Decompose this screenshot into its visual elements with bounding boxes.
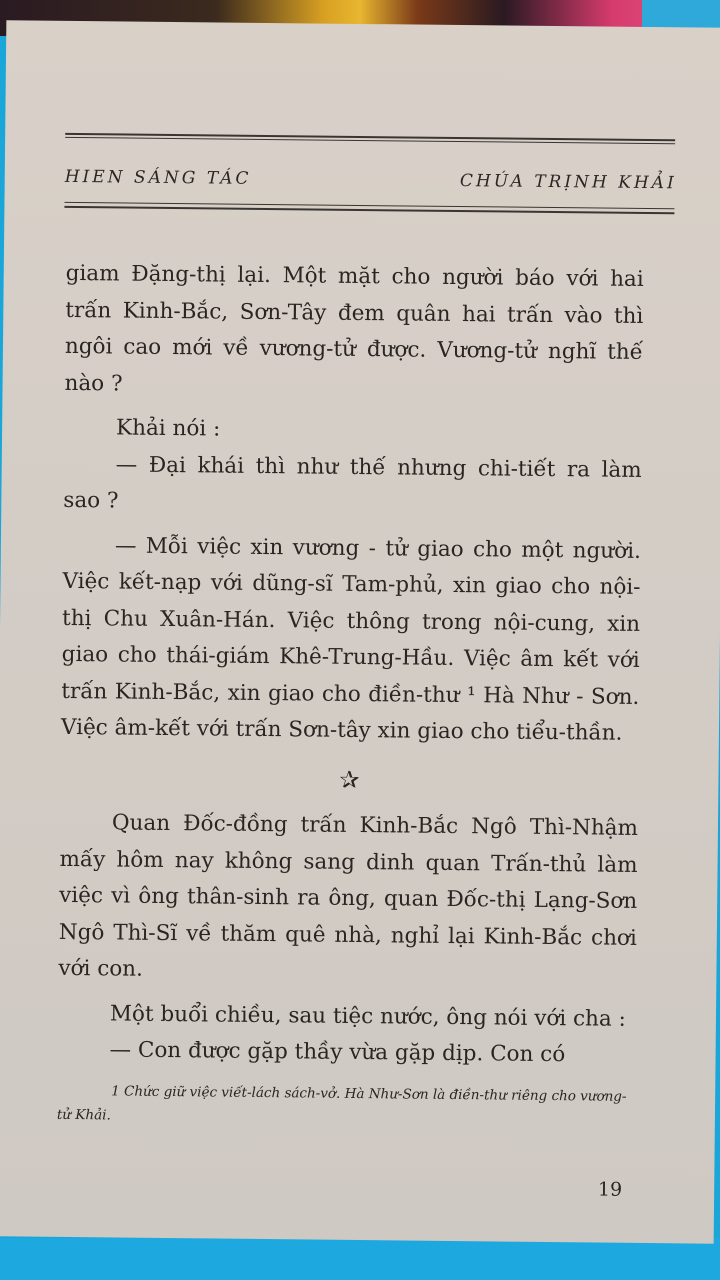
paragraph: — Mỗi việc xin vương - tử giao cho một người. Việc kết-nạp với dũng-sĩ Tam-phủ, xin giao cho nội-thị Chu Xuân-Hán. Việc thông trong nội-cung, xin giao cho thái-giám Khê-Trung-Hầu. Việc âm kết với trấn Kinh-Bắc, xin giao cho điền-thư ¹ Hà Như - Sơn. Việc âm-kết với trấn Sơn-tây xin giao cho tiểu-thần. <box>60 532 641 746</box>
page-number: 19 <box>597 1178 623 1201</box>
paragraph: — Con được gặp thầy vừa gặp dịp. Con có <box>109 1037 566 1068</box>
body-text <box>57 256 643 1075</box>
footnote <box>57 1079 631 1133</box>
background-surface-bottom <box>0 1238 720 1280</box>
paragraph: Khải nói : <box>115 415 221 442</box>
paragraph: giam Đặng-thị lại. Một mặt cho người báo với hai trấn Kinh-Bắc, Sơn-Tây đem quân hai trấn vào thì ngôi cao mới về vương-tử được. Vương-tử nghĩ thế nào ? <box>64 260 644 396</box>
paragraph: Quan Đốc-đồng trấn Kinh-Bắc Ngô Thì-Nhậm mấy hôm nay không sang dinh quan Trấn-thủ làm việc vì ông thân-sinh ra ông, quan Đốc-thị Lạng-Sơn Ngô Thì-Sĩ về thăm quê nhà, nghỉ lại Kinh-Bắc chơi với con. <box>58 810 639 982</box>
paragraph: Một buổi chiều, sau tiệc nước, ông nói với cha : <box>109 1000 626 1032</box>
paragraph: — Đại khái thì như thế nhưng chi-tiết ra làm sao ? <box>63 451 642 514</box>
section-separator-star: ✰ <box>339 765 360 794</box>
running-header-right: CHÚA TRỊNH KHẢI <box>459 171 677 194</box>
footnote-text: 1 Chức giữ việc viết-lách sách-vở. Hà Như-Sơn là điền-thư riêng cho vương-tử Khải. <box>56 1083 627 1124</box>
running-header-left: HIEN SÁNG TÁC <box>64 166 252 189</box>
book-page <box>0 20 720 1243</box>
